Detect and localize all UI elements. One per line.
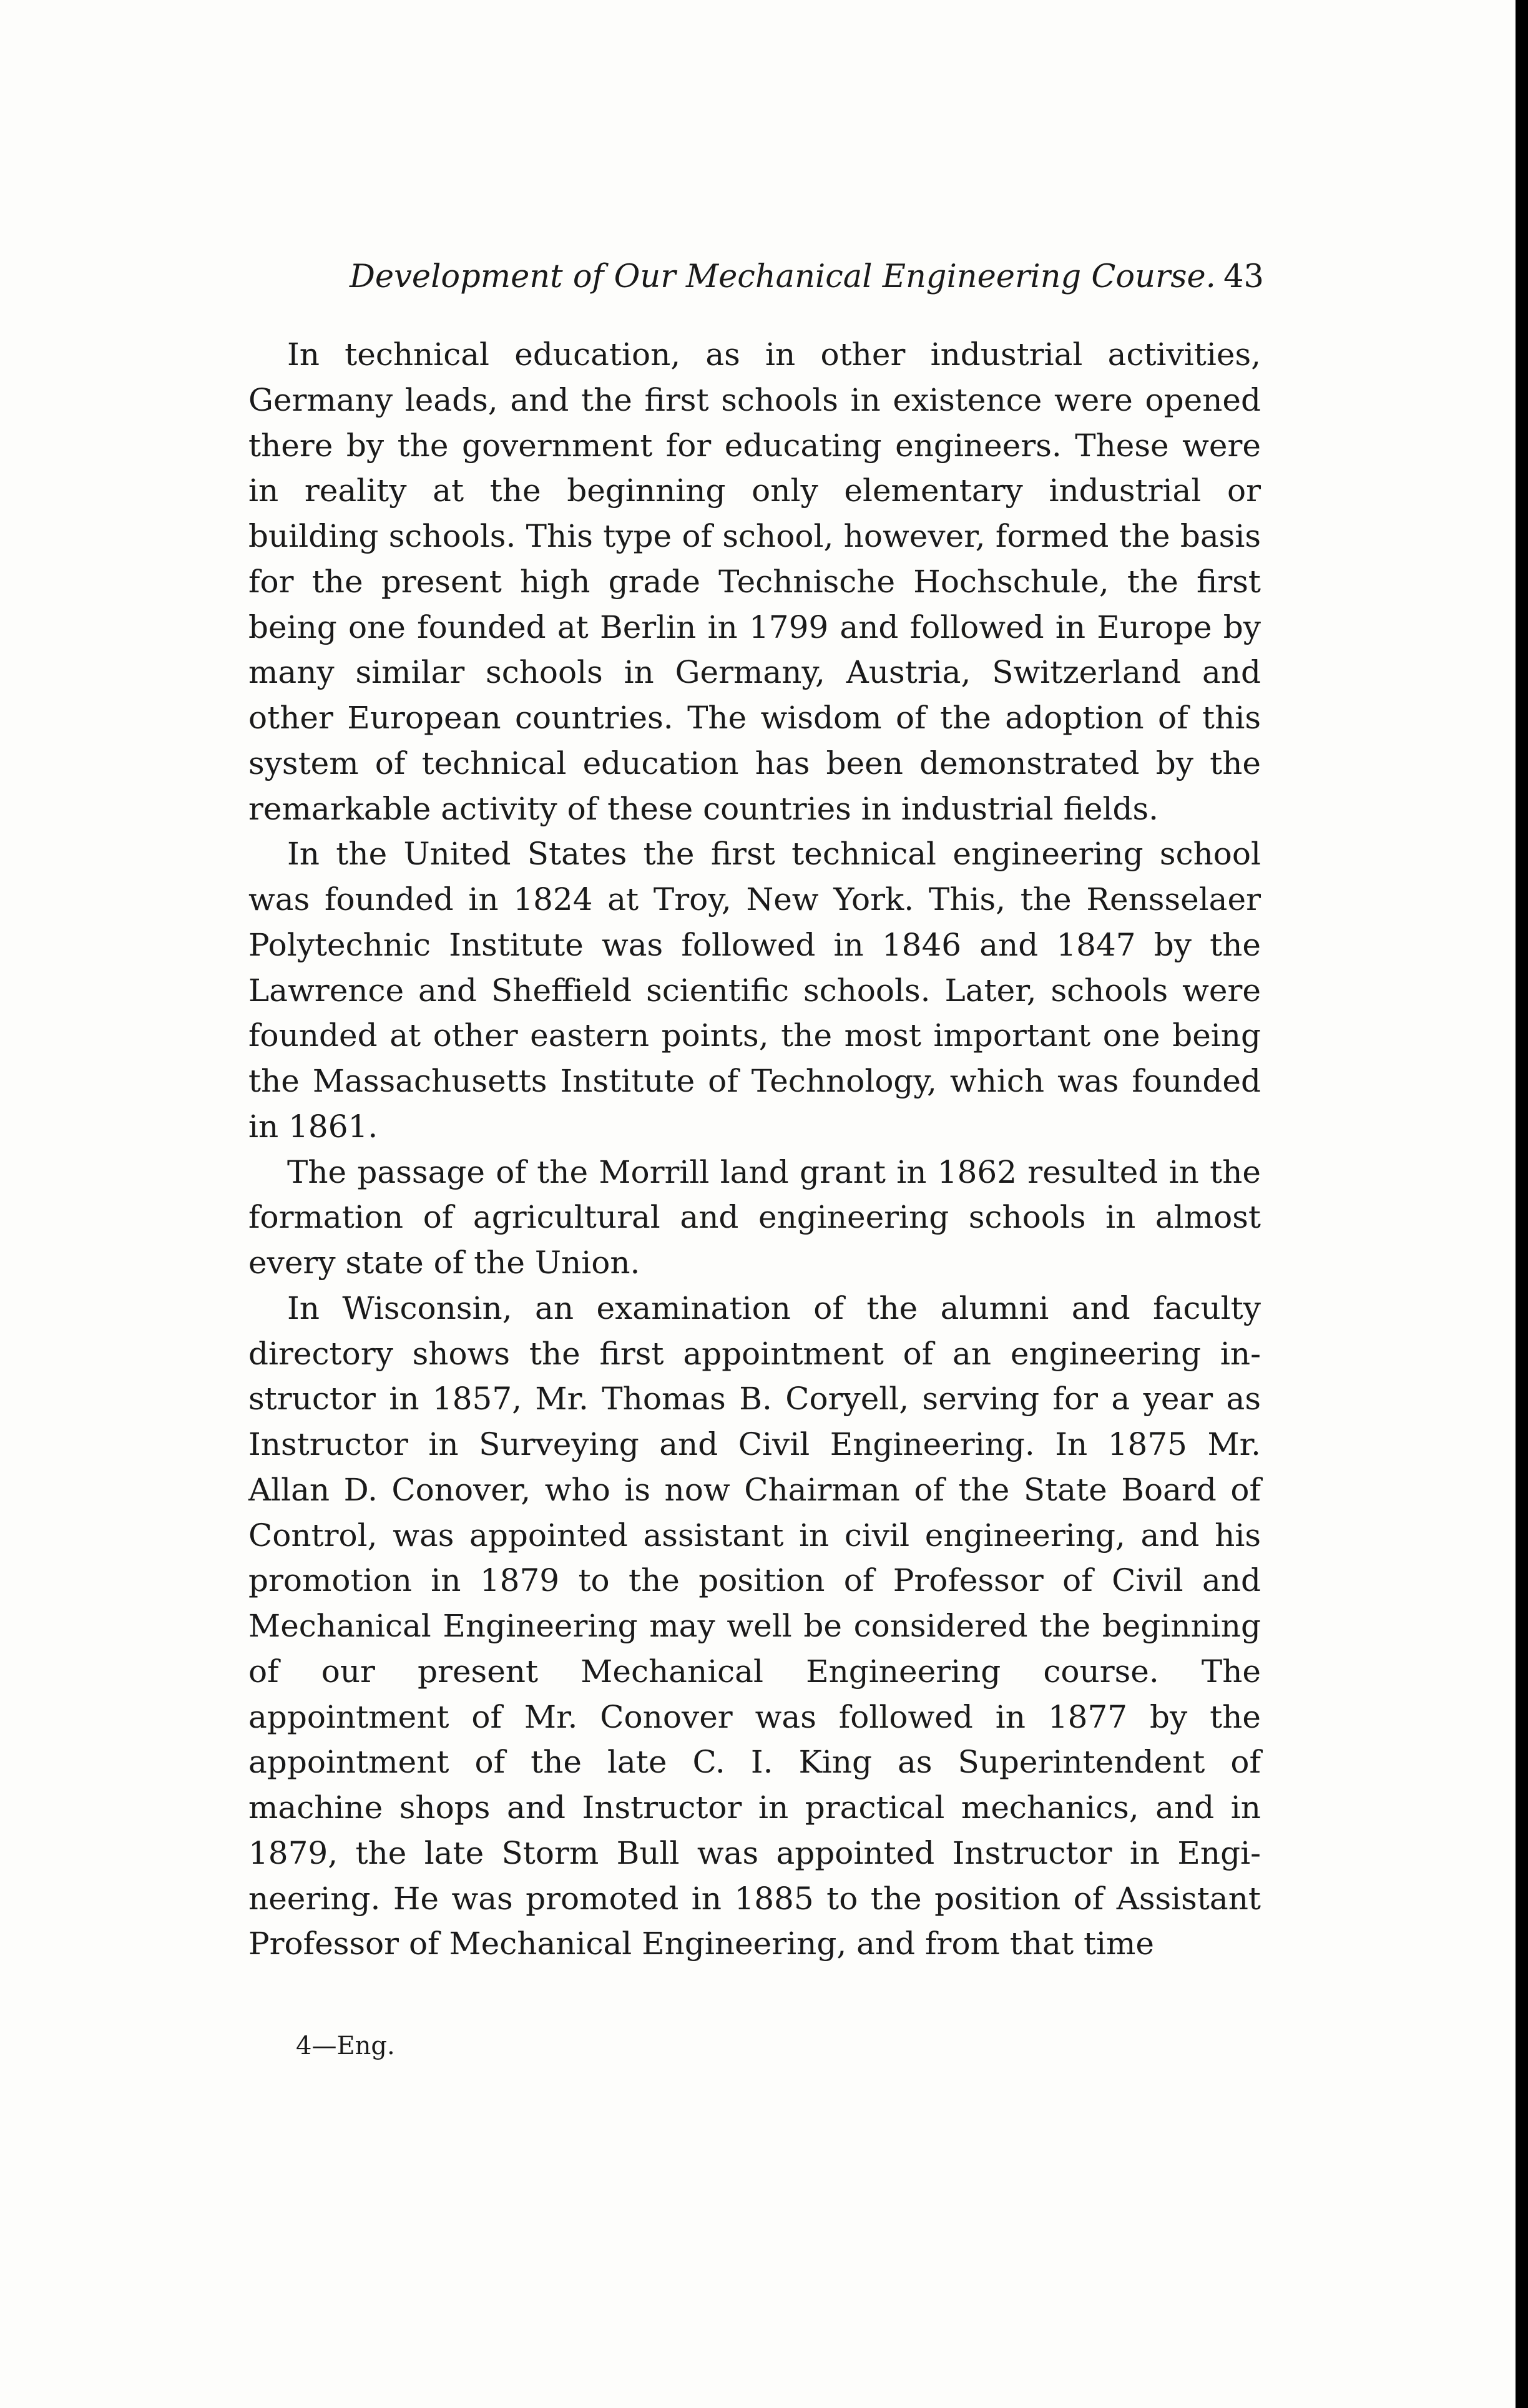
paragraph-wisconsin-history: In Wisconsin, an examination of the alumni and faculty directory shows the first appointment of an engineering instructor in 1857, Mr. Thomas B. Coryell, serving for a year as Instructor in Surveying and Civil Engineering. In 1875 Mr. Allan D. Conover, who is now Chairman of the State Board of Control, was appointed assistant in civil engineering, and his promotion in 1879 to the position of Professor of Civil and Mechanical Engineering may well be considered the beginning of our present Mechanical Engineering course. The appointment of Mr. Conover was followed in 1877 by the appointment of the late C. I. King as Superintendent of machine shops and Instructor in practical mechanics, and in 1879, the late Storm Bull was appointed Instructor in Engineering. He was promoted in 1885 to the position of Assistant Professor of Mechanical Engineering, and from that time — [248, 1290, 1261, 1962]
page-header — [350, 258, 1264, 302]
scan-edge — [1516, 0, 1528, 2408]
body-text — [248, 332, 1261, 1967]
page-number: 43 — [1223, 258, 1264, 295]
paragraph-united-states-schools: In the United States the first technical engineering school was founded in 1824 at Troy, New York. This, the Rensselaer Polytechnic Institute was followed in 1846 and 1847 by the Lawrence and Sheffield scientific schools. Later, schools were founded at other eastern points, the most important one being the Massachusetts Institute of Technology, which was founded in 1861. — [248, 836, 1261, 1145]
paragraph-morrill-land-grant: The passage of the Morrill land grant in 1862 resulted in the formation of agricultural and engineering schools in almost every state of the Union. — [248, 1153, 1261, 1281]
running-title: Development of Our Mechanical Engineering Course. — [350, 258, 1216, 295]
signature-mark: 4—Eng. — [296, 2032, 395, 2060]
paragraph-technical-education-germany: In technical education, as in other industrial activities, Germany leads, and the first schools in existence were opened there by the government for educating engineers. These were in reality at the beginning only elementary industrial or building schools. This type of school, however, formed the basis for the present high grade Technische Hochschule, the first being one founded at Berlin in 1799 and followed in Europe by many similar schools in Germany, Austria, Switzerland and other European countries. The wisdom of the adoption of this system of technical education has been demonstrated by the remarkable activity of these countries in industrial fields. — [248, 336, 1261, 827]
